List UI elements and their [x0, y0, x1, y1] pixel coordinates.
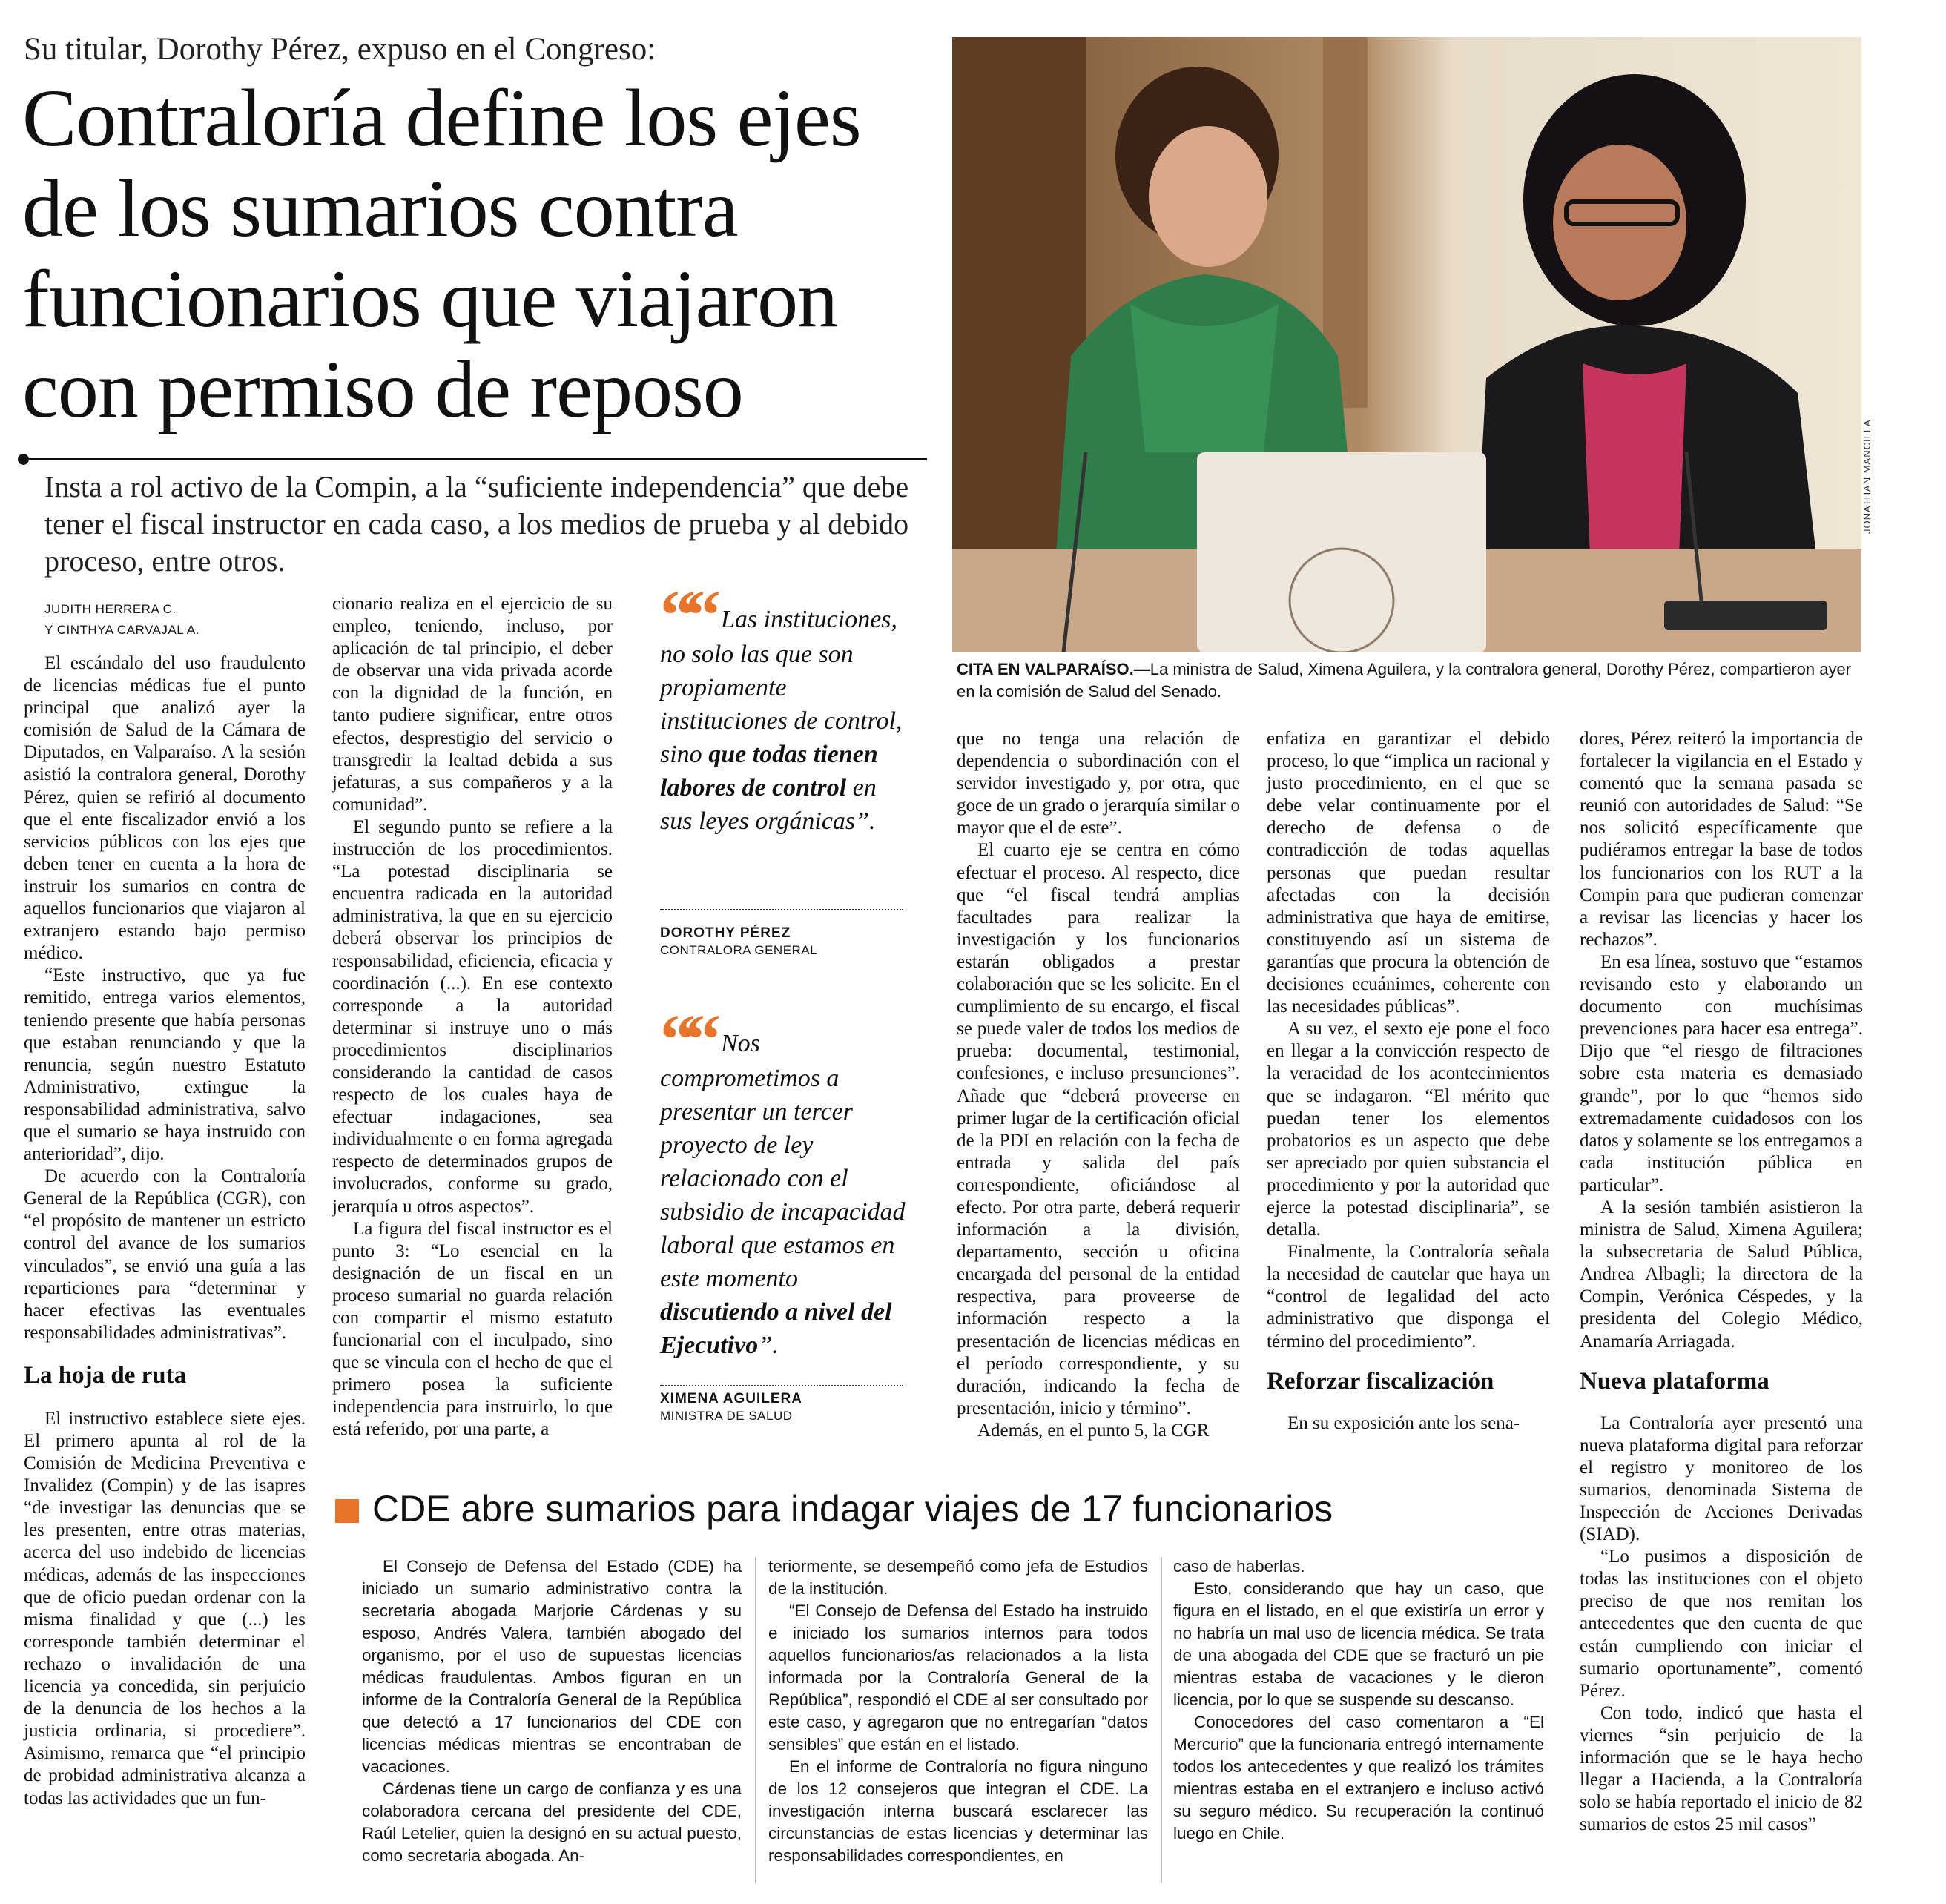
paragraph: Esto, considerando que hay un caso, que figura en el listado, en el que existiría un error y no habría un mal uso de licencia médica. Se trata de una abogada del CDE que se fracturó un pie mientras estaba de vacaciones y le dieron licencia, por lo que se suspende su descanso.: [1173, 1579, 1544, 1709]
news-photo: [952, 37, 1861, 652]
quote-divider: [660, 1385, 903, 1386]
paragraph: El cuarto eje se centra en cómo efectuar el proceso. Al respecto, dice que “el fiscal tendrá amplias facultades para realizar la investigación y los funcionarios estarán obligados a prestar colaboración que se les solicite. En el cumplimiento de su encargo, el fiscal se puede valer de todos los medios de prueba: documental, testimonial, confesiones, e incluso presunciones”. Añade que “deberá proveerse en primer lugar de la certificación oficial de la PDI en relación con la fecha de entrada y salida del país correspondiente, oficiándose al efecto. Por otra parte, deberá requerir información a la división, departamento, sección u oficina encargada del personal de la entidad respectiva, para proveerse de información respecto a la presentación de licencias médicas en el período correspondiente, y su duración, indicando la fecha de presentación, inicio y término”.: [957, 840, 1240, 1418]
paragraph: El instructivo establece siete ejes. El primero apunta al rol de la Comisión de Medicina Preventiva e Invalidez (Compin) y de las isapres “de investigar las denuncias que se les presenten, entre otras materias, acerca del uso indebido de licencias médicas, además de las inspecciones que de oficio puedan ordenar con la misma finalidad y que (...) les corresponde también determinar el rechazo o invalidación de una licencia ya concedida, sin perjuicio de la denuncia de los hechos a la justicia ordinaria, si procediere”. Asimismo, remarca que “el principio de probidad administrativa alcanza a todas las actividades que un fun-: [24, 1408, 306, 1808]
kicker: Su titular, Dorothy Pérez, expuso en el Congreso:: [24, 32, 656, 67]
quote-1-role: CONTRALORA GENERAL: [660, 943, 818, 957]
paragraph: La figura del fiscal instructor es el punto 3: “Lo esencial en la designación de un fiscal en un proceso sumarial no guarda relación con compartir el mismo estatuto funcionarial con el inculpado, sino que se vincula con el hecho de que el primero posea la suficiente independencia para instruirlo, lo que está referido, por una parte, a: [332, 1218, 613, 1440]
byline-author-1: JUDITH HERRERA C.: [44, 602, 177, 616]
paragraph: Finalmente, la Contraloría señala la necesidad de cautelar que haya un “control de legalidad del acto administrativo que disponga el término del procedimiento”.: [1267, 1242, 1550, 1352]
quote-divider: [660, 909, 903, 910]
caption-label: CITA EN VALPARAÍSO.—: [957, 660, 1150, 678]
paragraph: Conocedores del caso comentaron a “El Mercurio” que la funcionaria entregó internamente todos los antecedentes y que realizó los trámites mientras estaba en el extranjero e incluso activó su seguro médico. Su recuperación la continuó luego en Chile.: [1173, 1713, 1544, 1842]
subhead-nueva-plataforma: Nueva plataforma: [1580, 1367, 1769, 1395]
paragraph: En esa línea, sostuvo que “estamos revisando esto y elaborando un documento con muchísimas prevenciones para hacer esa entrega”. Dijo que “el riesgo de filtraciones sobre esta materia es demasiado grande”, por lo que “hemos sido extremadamente cuidadosos con los datos y solamente se los entregamos a cada institución pública en particular”.: [1580, 951, 1863, 1195]
byline: [44, 599, 326, 641]
paragraph: La Contraloría ayer presentó una nueva plataforma digital para reforzar el registro y monitoreo de los sumarios, denominada Sistema de Inspección de Acciones Derivadas (SIAD).: [1580, 1412, 1863, 1545]
paragraph: El escándalo del uso fraudulento de licencias médicas fue el punto principal que analizó ayer la comisión de Salud de la Cámara de Diputados, en Valparaíso. A la sesión asistió la contralora general, Dorothy Pérez, quien se refirió al documento que el ente fiscalizador envió a los servicios públicos con los ejes que deben tener en cuenta a la hora de instruir los sumarios en contra de aquellos funcionarios que viajaron al extranjero estando bajo permiso médico.: [24, 653, 306, 964]
paragraph: El Consejo de Defensa del Estado (CDE) ha iniciado un sumario administrativo contra la secretaria abogada Marjorie Cárdenas y su esposo, Andrés Valera, también abogado del organismo, por el uso de supuestas licencias médicas fraudulentas. Ambos figuran en un informe de la Contraloría General de la República que detectó a 17 funcionarios del CDE con licencias médicas mientras se encontraban de vacaciones.: [362, 1557, 742, 1776]
paragraph: El segundo punto se refiere a la instrucción de los procedimientos. “La potestad disciplinaria se encuentra radicada en la autoridad administrativa, la que en su ejercicio deberá observar los principios de responsabilidad, eficiencia, eficacia y coordinación (...). En ese contexto corresponde a la autoridad determinar si instruye uno o más procedimientos disciplinarios considerando la cantidad de casos respecto de los cuales haya de efectuar indagaciones, sea individualmente o en forma agregada respecto de determinados grupos de involucrados, conforme su grado, jerarquía u otros aspectos”.: [332, 816, 613, 1217]
quote-1-name: DOROTHY PÉREZ: [660, 925, 791, 941]
caption-text: La ministra de Salud, Ximena Aguilera, y la contralora general, Dorothy Pérez, compartieron ayer en la comisión de Salud del Senado.: [957, 660, 1852, 701]
quote-mark-icon: ““: [660, 999, 710, 1079]
paragraph: A la sesión también asistieron la ministra de Salud, Ximena Aguilera; la subsecretaria de Salud Pública, Andrea Albagli; la directora de la Compin, Verónica Céspedes, y la presidenta del Colegio Médico, Anamaría Arriagada.: [1580, 1197, 1863, 1352]
paragraph: En el informe de Contraloría no figura ninguno de los 12 consejeros que integran el CDE. La investigación interna buscará esclarecer las circunstancias de estas licencias y determinar las responsabilidades correspondientes, en: [768, 1757, 1148, 1865]
quote-2-name: XIMENA AGUILERA: [660, 1391, 802, 1406]
headline: Contraloría define los ejes de los sumarios contra funcionarios que viajaron con permiso de reposo: [22, 73, 861, 434]
paragraph: De acuerdo con la Contraloría General de la República (CGR), con “el propósito de mantener un estricto control del avance de los sumarios vinculados”, se envió una guía a las reparticiones para “determinar y hacer efectivas las eventuales responsabilidades administrativas”.: [24, 1166, 306, 1343]
photo-caption: [957, 658, 1861, 703]
paragraph: Además, en el punto 5, la CGR: [977, 1420, 1210, 1441]
paragraph: que no tenga una relación de dependencia o subordinación con el servidor investigado y, por otra, que goce de un grado o jerarquía similar o mayor que el de este”.: [957, 729, 1240, 839]
photo-illustration: [952, 37, 1861, 652]
headline-divider: [22, 458, 927, 460]
quote-text-end: ”.: [758, 1332, 779, 1359]
quote-mark-icon: ““: [660, 575, 710, 655]
pull-quote-2: [660, 999, 912, 1362]
paragraph: enfatiza en garantizar el debido proceso, lo que “implica un racional y justo procedimiento, en el que se debe velar continuamente por el derecho de defensa o de contradicción de todas aquellas personas que puedan resultar afectadas con la decisión administrativa que haya de emitirse, constituyendo así un sistema de garantías que procura la obtención de decisiones ecuánimes, coherente con las necesidades públicas”.: [1267, 729, 1550, 1017]
box-column-rule: [755, 1557, 756, 1883]
box-title: CDE abre sumarios para indagar viajes de 17 funcionarios: [372, 1488, 1333, 1530]
paragraph: cionario realiza en el ejercicio de su empleo, teniendo, incluso, por aplicación de tal principio, el deber de observar una vida privada acorde con la dignidad de la función, en tanto pudiere significar, entre otros efectos, desprestigio del servicio o transgredir la lealtad debida a sus jefaturas, a sus compañeros y a la comunidad”.: [332, 594, 613, 815]
paragraph: teriormente, se desempeñó como jefa de Estudios de la institución.: [768, 1557, 1148, 1598]
box-column-2: [768, 1556, 1148, 1867]
column-5: [1580, 728, 1863, 1836]
paragraph: A su vez, el sexto eje pone el foco en llegar a la convicción respecto de la veracidad de los acontecimientos que se indagaron. “El mérito que puedan tener los elementos probatorios es un aspecto que debe ser apreciado por quien substancia el procedimiento y por la autoridad que ejerce la potestad disciplinaria”, se detalla.: [1267, 1019, 1550, 1240]
divider-dot: [18, 454, 29, 465]
paragraph: “Este instructivo, que ya fue remitido, entrega varios elementos, teniendo presente que había personas que estaban renunciando y que la renuncia, según nuestro Estatuto Administrativo, extingue la responsabilidad administrativa, salvo que el sumario se haya instruido con anterioridad”, dijo.: [24, 965, 306, 1165]
paragraph: caso de haberlas.: [1173, 1557, 1305, 1576]
paragraph: “El Consejo de Defensa del Estado ha instruido e iniciado los sumarios internos para todos aquellos funcionarios/as relacionados a la lista informada por la Contraloría General de la República”, respondió el CDE al ser consultado por este caso, y agregaron que no entregarían “datos sensibles” que están en el listado.: [768, 1601, 1148, 1753]
quote-text: Nos comprometimos a presentar un tercer proyecto de ley relacionado con el subsidio de incapacidad laboral que estamos en este momento: [660, 1030, 906, 1292]
column-2: [332, 593, 613, 1441]
quote-text: Las instituciones, no solo las que son propiamente instituciones de control, sino: [660, 606, 903, 768]
deck: Insta a rol activo de la Compin, a la “suficiente independencia” que debe tener el fiscal instructor en cada caso, a los medios de prueba y al debido proceso, entre otros.: [44, 470, 909, 578]
quote-2-role: MINISTRA DE SALUD: [660, 1409, 793, 1423]
column-3: [957, 728, 1240, 1442]
column-4: [1267, 728, 1550, 1435]
paragraph: En su exposición ante los sena-: [1287, 1412, 1520, 1433]
quote-text-end: en sus leyes orgánicas”.: [660, 774, 877, 835]
quote-emphasis: discutiendo a nivel del Ejecutivo: [660, 1298, 892, 1359]
paragraph: “Lo pusimos a disposición de todas las instituciones con el objeto preciso de que nos remitan los antecedentes que den cuenta de que están cumpliendo con iniciar el sumario oportunamente”, comentó Pérez.: [1580, 1547, 1863, 1701]
box-column-3: [1173, 1556, 1544, 1845]
subhead-reforzar-fiscalizacion: Reforzar fiscalización: [1267, 1367, 1494, 1395]
box-column-rule: [1161, 1557, 1162, 1883]
subhead-hoja-de-ruta: La hoja de ruta: [24, 1361, 187, 1389]
pull-quote-1: [660, 575, 912, 838]
box-column-1: [362, 1556, 742, 1867]
paragraph: Cárdenas tiene un cargo de confianza y es una colaboradora cercana del presidente del CDE, Raúl Letelier, quien la designó en su actual puesto, como secretaria abogada. An-: [362, 1779, 742, 1865]
paragraph: Con todo, indicó que hasta el viernes “sin perjuicio de la información que se le haya hecho llegar a Hacienda, a la Contraloría solo se había reportado el inicio de 82 sumarios de estos 25 mil casos”: [1580, 1702, 1863, 1835]
quote-emphasis: que todas tienen labores de control: [660, 741, 878, 801]
paragraph: dores, Pérez reiteró la importancia de fortalecer la vigilancia en el Estado y comentó que la semana pasada se reunió con autoridades de Salud: “Se nos solicitó específicamente que pudiéramos entregar la base de todos los funcionarios con los RUT a la Compin para que pudieran comenzar a revisar las licencias y hacer los rechazos”.: [1580, 729, 1863, 950]
photo-credit: JONATHAN MANCILLA: [1861, 419, 1873, 534]
column-1: [24, 652, 306, 1810]
byline-author-2: Y CINTHYA CARVAJAL A.: [44, 623, 199, 637]
